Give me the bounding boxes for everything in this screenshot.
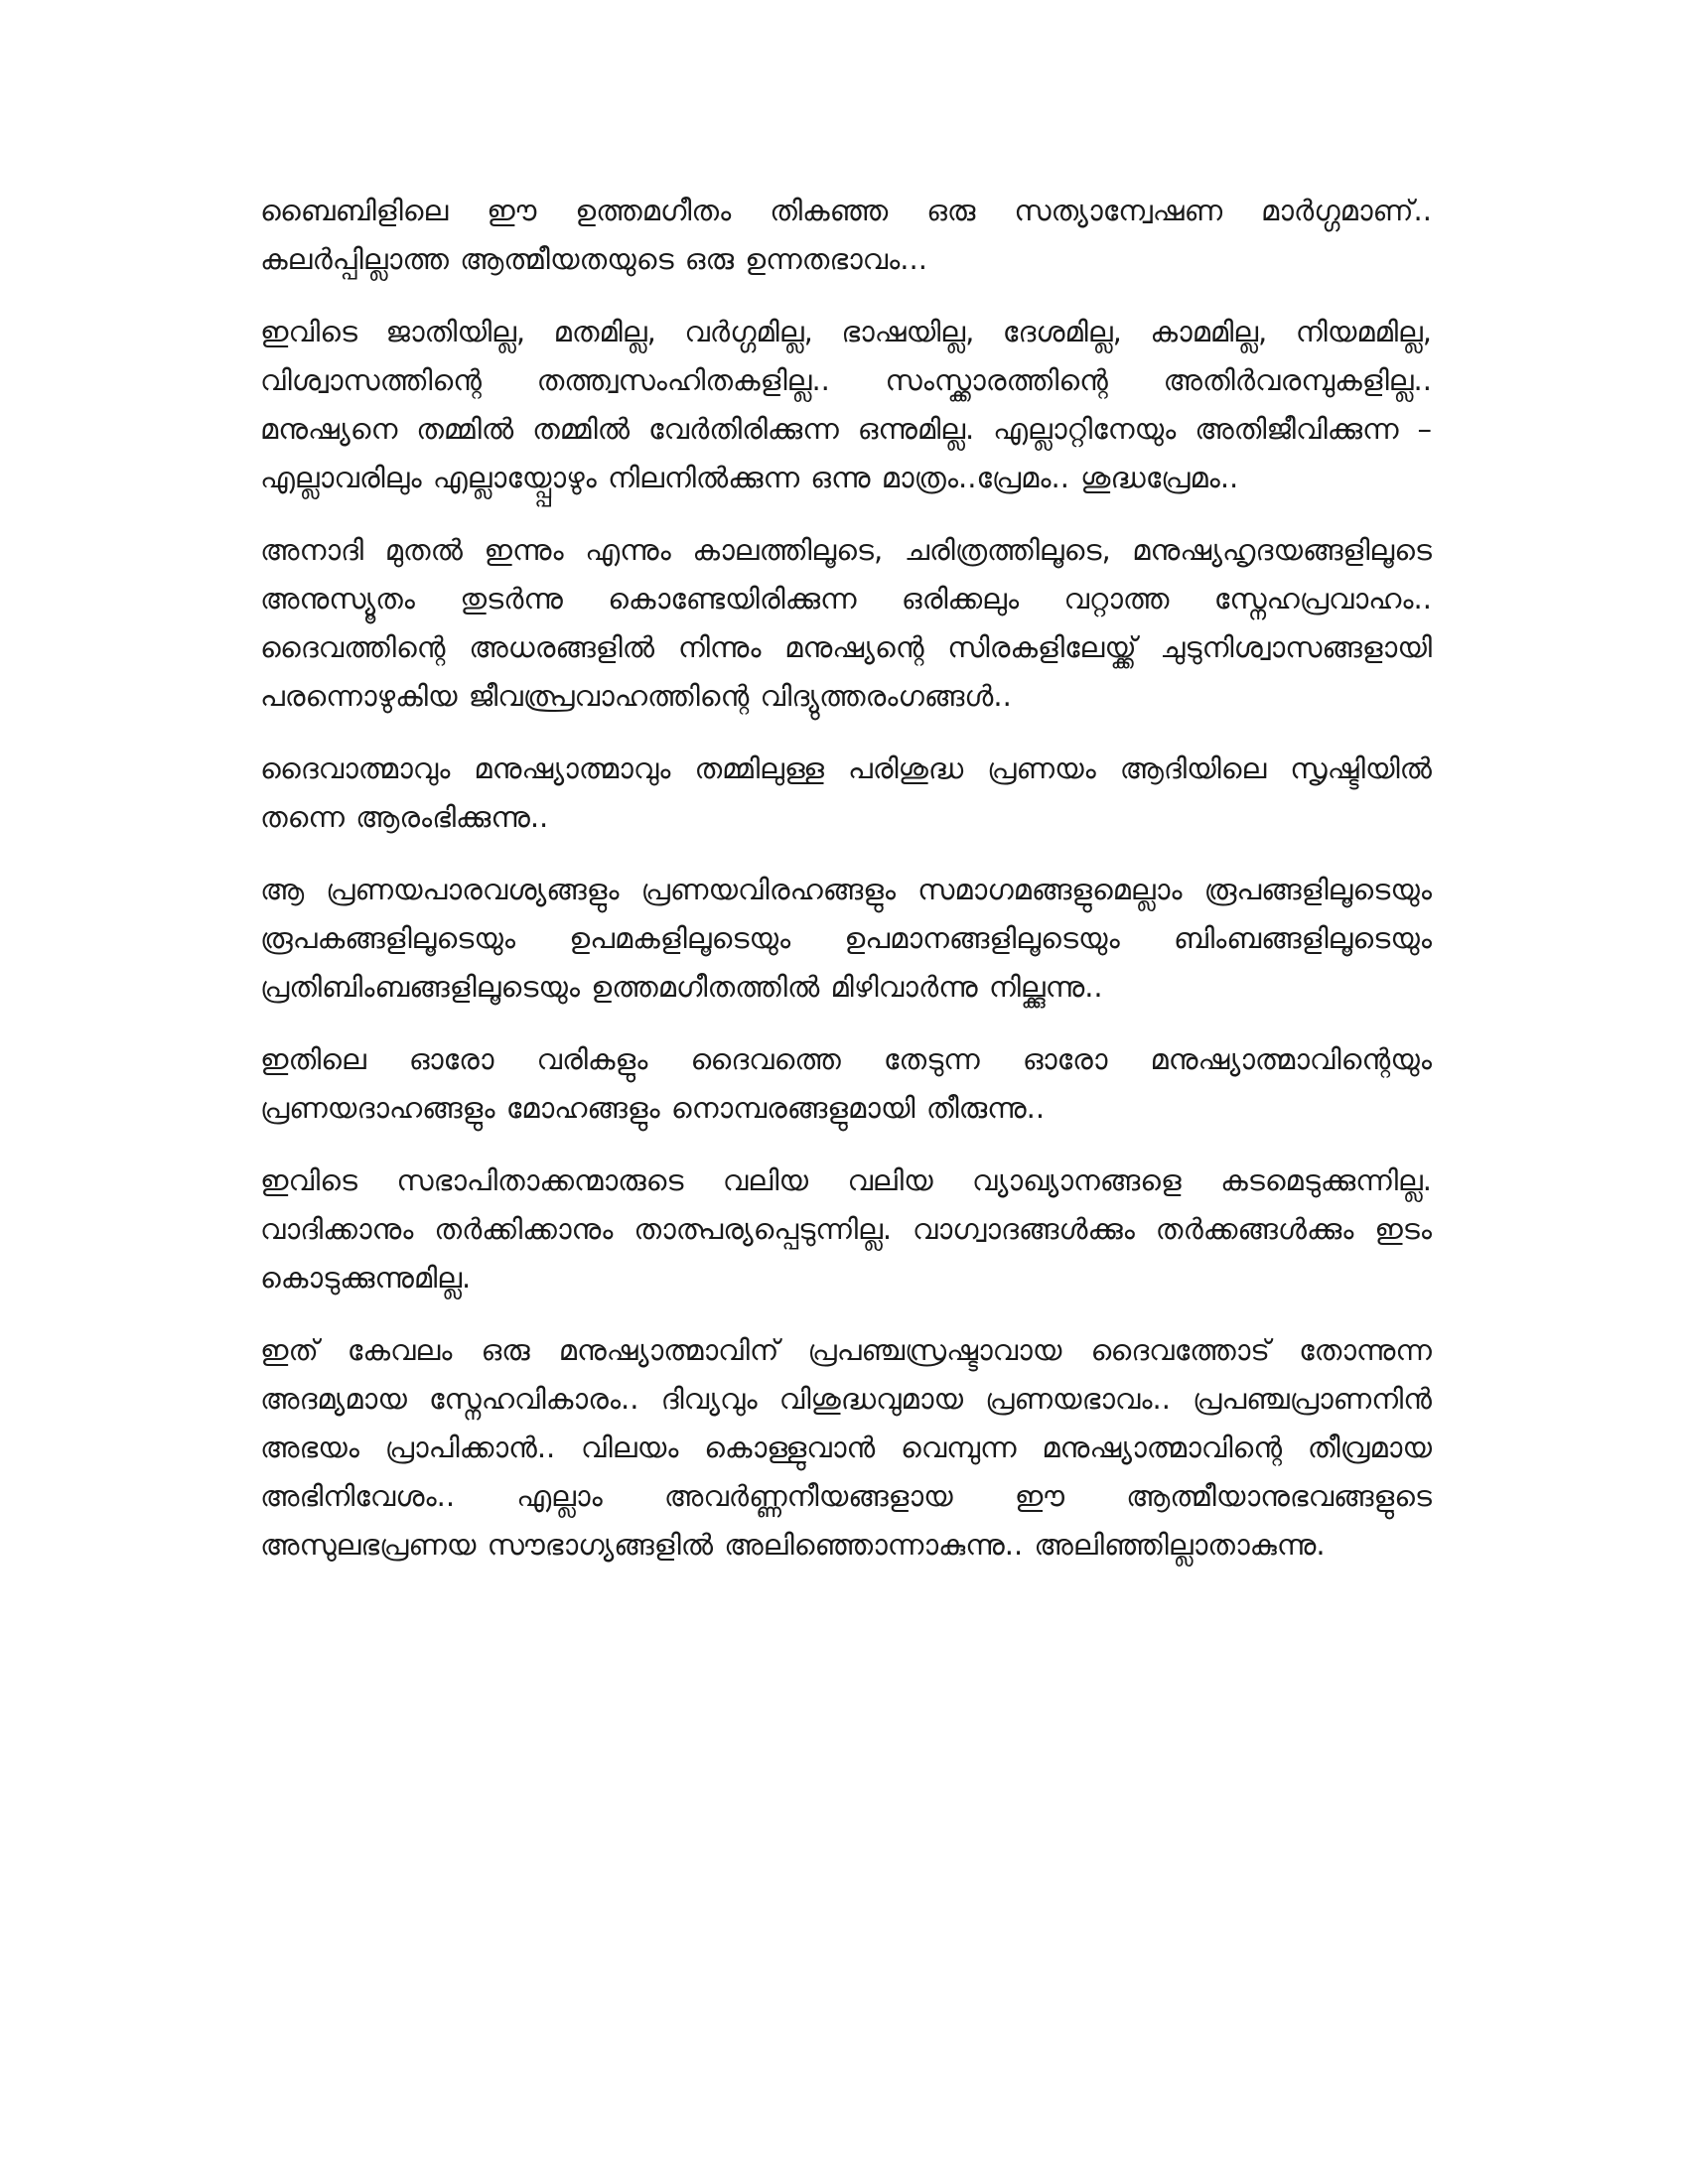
paragraph-8: ഇത് കേവലം ഒരു മനുഷ്യാത്മാവിന് പ്രപഞ്ചസ്രഷ്ടാവായ ദൈവത്തോട് തോന്നുന്ന അദമ്യമായ സ്നേഹവികാരം.. ദിവ്യവും വിശുദ്ധവുമായ പ്രണയഭാവം.. പ്രപഞ്ചപ്രാണനിൻ അഭയം പ്രാപിക്കാൻ.. വിലയം കൊള്ളുവാൻ വെമ്പുന്ന മനുഷ്യാത്മാവിന്റെ തീവ്രമായ അഭിനിവേശം.. എല്ലാം അവർണ്ണനീയങ്ങളായ ഈ ആത്മീയാനുഭവങ്ങളുടെ അസുലഭപ്രണയ സൗഭാഗ്യങ്ങളിൽ അലിഞ്ഞൊന്നാകുന്നു.. അലിഞ്ഞില്ലാതാകുന്നു.: [260, 1333, 1433, 1562]
paragraph-4: ദൈവാത്മാവും മനുഷ്യാത്മാവും തമ്മിലുള്ള പരിശുദ്ധ പ്രണയം ആദിയിലെ സൃഷ്ടിയിൽ തന്നെ ആരംഭിക്കുന്നു..: [260, 751, 1432, 834]
paragraph-3: അനാദി മുതൽ ഇന്നും എന്നും കാലത്തിലൂടെ, ചരിത്രത്തിലൂടെ, മനുഷ്യഹൃദയങ്ങളിലൂടെ അനുസ്യൂതം തുടർന്നു കൊണ്ടേയിരിക്കുന്ന ഒരിക്കലും വറ്റാത്ത സ്നേഹപ്രവാഹം.. ദൈവത്തിന്റെ അധരങ്ങളിൽ നിന്നും മനുഷ്യന്റെ സിരകളിലേയ്ക്ക് ചുടുനിശ്വാസങ്ങളായി പരന്നൊഴുകിയ ജീവത്പ്രവാഹത്തിന്റെ വിദ്യുത്തരംഗങ്ങൾ..: [260, 533, 1432, 713]
paragraph-5: ആ പ്രണയപാരവശ്യങ്ങളും പ്രണയവിരഹങ്ങളും സമാഗമങ്ങളുമെല്ലാം രൂപങ്ങളിലൂടെയും രൂപകങ്ങളിലൂടെയും ഉപമകളിലൂടെയും ഉപമാനങ്ങളിലൂടെയും ബിംബങ്ങളിലൂടെയും പ്രതിബിംബങ്ങളിലൂടെയും ഉത്തമഗീതത്തിൽ മിഴിവാർന്നു നില്ക്കുന്നു..: [260, 873, 1432, 1004]
paragraph-6: ഇതിലെ ഓരോ വരികളും ദൈവത്തെ തേടുന്ന ഓരോ മനുഷ്യാത്മാവിന്റെയും പ്രണയദാഹങ്ങളും മോഹങ്ങളും നൊമ്പരങ്ങളുമായി തീരുന്നു..: [260, 1042, 1432, 1125]
document-body: [260, 187, 1432, 1593]
paragraph-7: ഇവിടെ സഭാപിതാക്കന്മാരുടെ വലിയ വലിയ വ്യാഖ്യാനങ്ങളെ കടമെടുക്കുന്നില്ല. വാദിക്കാനും തർക്കിക്കാനും താത്പര്യപ്പെടുന്നില്ല. വാഗ്വാദങ്ങൾക്കും തർക്കങ്ങൾക്കും ഇടം കൊടുക്കുന്നുമില്ല.: [260, 1163, 1432, 1295]
paragraph-1: ബൈബിളിലെ ഈ ഉത്തമഗീതം തികഞ്ഞ ഒരു സത്യാന്വേഷണ മാർഗ്ഗമാണ്.. കലർപ്പില്ലാത്ത ആത്മീയതയുടെ ഒരു ഉന്നതഭാവം...: [260, 194, 1432, 276]
paragraph-2: ഇവിടെ ജാതിയില്ല, മതമില്ല, വർഗ്ഗമില്ല, ഭാഷയില്ല, ദേശമില്ല, കാമമില്ല, നിയമമില്ല, വിശ്വാസത്തിന്റെ തത്ത്വസംഹിതകളില്ല.. സംസ്ക്കാരത്തിന്റെ അതിർവരമ്പുകളില്ല.. മനുഷ്യനെ തമ്മിൽ തമ്മിൽ വേർതിരിക്കുന്ന ഒന്നുമില്ല. എല്ലാറ്റിനേയും അതിജീവിക്കുന്ന – എല്ലാവരിലും എല്ലായ്പ്പോഴും നിലനിൽക്കുന്ന ഒന്നു മാത്രം..പ്രേമം.. ശുദ്ധപ്രേമം..: [260, 315, 1432, 494]
